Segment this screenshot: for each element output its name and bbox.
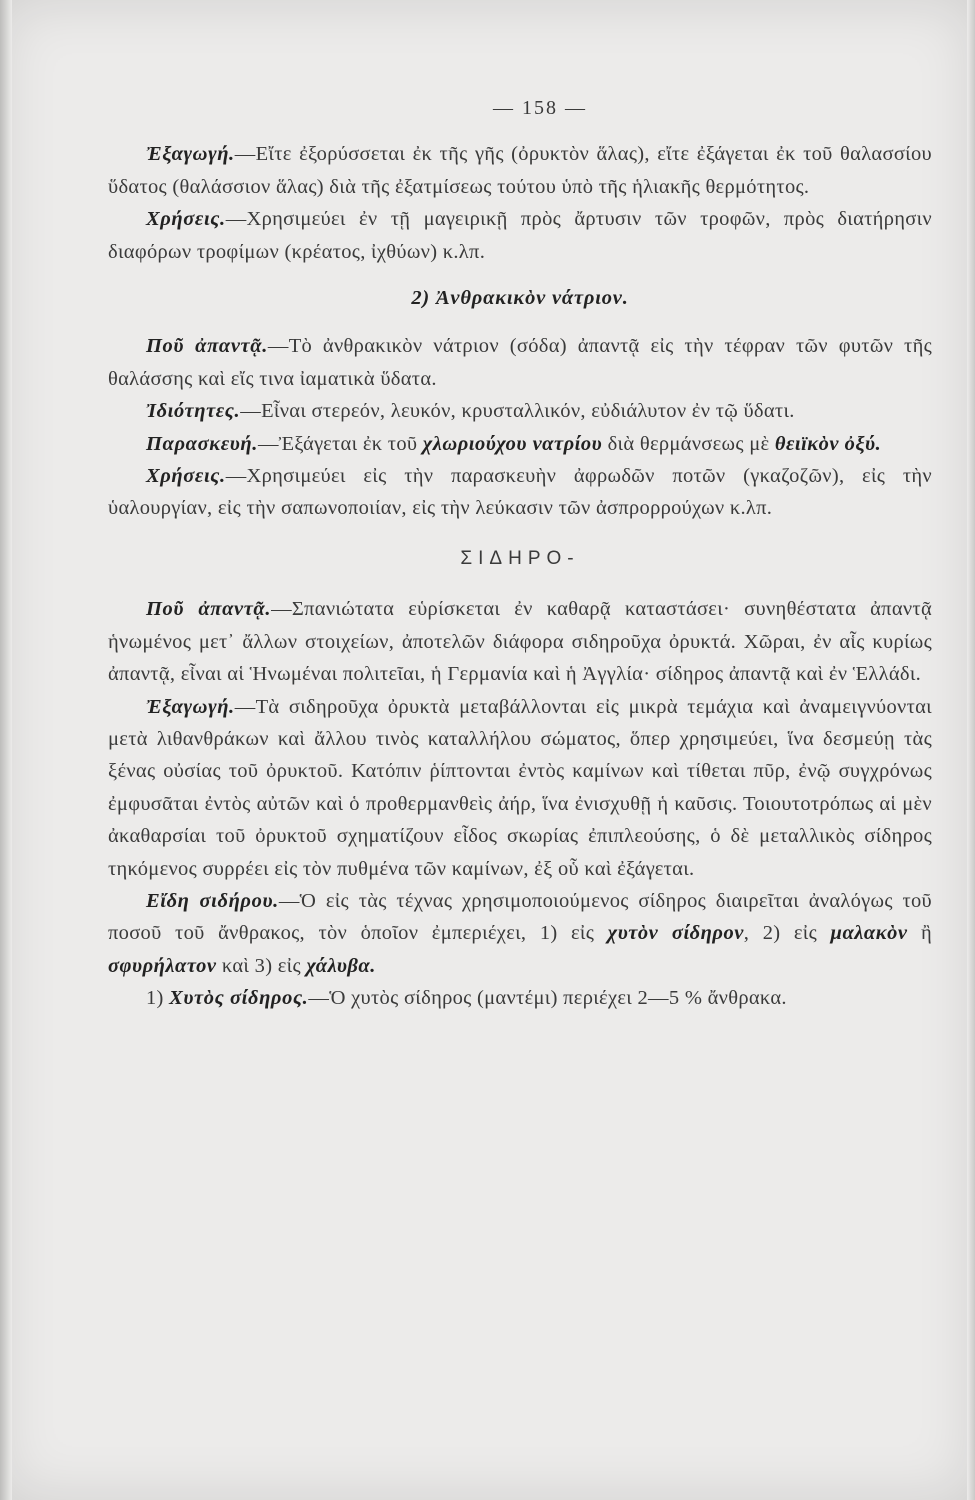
heading-iron-types: Εἴδη σιδήρου. — [146, 889, 279, 912]
heading-occurrence: Ποῦ ἀπαντᾷ. — [146, 335, 268, 358]
paragraph-text: —Ὁ χυτὸς σίδηρος (μαντέμι) περιέχει 2—5 % ἄνθρακα. — [308, 987, 787, 1010]
paragraph-text: —Ὁ εἰς τὰς τέχνας χρησιμοποιούμενος σίδηρος διαιρεῖται ἀναλόγως τοῦ ποσοῦ τοῦ ἄνθρακος, τὸν ὁποῖον ἐμπεριέχει, 1) εἰς — [108, 889, 932, 945]
emphasis-term: θειϊκὸν ὀξύ. — [774, 432, 882, 455]
heading-uses: Χρήσεις. — [146, 208, 226, 231]
paragraph-text: —Σπανιώτατα εὑρίσκεται ἐν καθαρᾷ καταστάσει· συνηθέστατα ἀπαντᾷ ἡνωμένος μετ᾿ ἄλλων στοιχείων, ἀποτελῶν διάφορα σιδηροῦχα ὀρυκτά. Χῶραι, ἐν αἷς κυρίως ἀπαντᾷ, εἶναι αἱ Ἡνωμέναι πολιτεῖαι, ἡ Γερμανία καὶ ἡ Ἀγγλία· σίδηρος ἀπαντᾷ καὶ ἐν Ἑλλάδι. — [108, 598, 933, 686]
page-content — [108, 92, 932, 1015]
paragraph-text: —Τὸ ἀνθρακικὸν νάτριον (σόδα) ἀπαντᾷ εἰς τὴν τέφραν τῶν φυτῶν τῆς θαλάσσης καὶ εἴς τινα ἰαματικὰ ὕδατα. — [108, 335, 933, 390]
emphasis-term: χλωριούχου νατρίου — [422, 432, 603, 455]
heading-occurrence: Ποῦ ἀπαντᾷ. — [146, 598, 272, 621]
paragraph-text: , 2) εἰς — [743, 922, 831, 945]
paragraph-text: —Εἴτε ἐξορύσσεται ἐκ τῆς γῆς (ὀρυκτὸν ἅλας), εἴτε ἐξάγεται ἐκ τοῦ θαλασσίου ὕδατος (θαλάσσιον ἅλας) διὰ τῆς ἐξατμίσεως τούτου ὑπὸ τῆς ἡλιακῆς θερμότητος. — [108, 143, 932, 198]
page-left-edge-shadow — [0, 0, 12, 1500]
heading-cast-iron: Χυτὸς σίδηρος. — [169, 987, 309, 1010]
emphasis-term: σφυρήλατον — [108, 954, 217, 977]
subtitle-sodium-carbonate: 2) Ἀνθρακικὸν νάτριον. — [411, 287, 629, 310]
paragraph-text: —Χρησιμεύει ἐν τῇ μαγειρικῇ πρὸς ἄρτυσιν τῶν τροφῶν, πρὸς διατήρησιν διαφόρων τροφίμων (κρέατος, ἰχθύων) κ.λπ. — [108, 208, 932, 263]
emphasis-term: χυτὸν σίδηρον — [607, 922, 744, 945]
paragraph-cast-iron — [108, 982, 932, 1014]
paragraph-occurrence-iron — [108, 593, 932, 690]
heading-export: Ἐξαγωγή. — [146, 143, 235, 166]
paragraph-export-salt — [108, 138, 932, 203]
paragraph-text: διὰ θερμάνσεως μὲ — [602, 432, 775, 455]
paragraph-export-iron — [108, 691, 932, 885]
section-title-iron: ΣΙΔΗΡΟ- — [460, 547, 580, 569]
paragraph-text: —Εἶναι στερεόν, λευκόν, κρυσταλλικόν, εὐδιάλυτον ἐν τῷ ὕδατι. — [240, 400, 795, 423]
paragraph-text: καὶ 3) εἰς — [216, 954, 307, 977]
page-right-edge-shadow — [967, 0, 975, 1500]
emphasis-term: μαλακὸν — [830, 922, 908, 945]
paragraph-text: —Ἐξάγεται ἐκ τοῦ — [257, 432, 423, 455]
paragraph-occurrence-soda — [108, 330, 932, 395]
page-number: — 158 — — [493, 97, 587, 119]
paragraph-text: —Τὰ σιδηροῦχα ὀρυκτὰ μεταβάλλονται εἰς μικρὰ τεμάχια καὶ ἀναμειγνύονται μετὰ λιθανθράκων καὶ ἄλλου τινὸς καταλλήλου σώματος, ὅπερ χρησιμεύει, ἵνα δεσμεύῃ τὰς ξένας οὐσίας τοῦ ὀρυκτοῦ. Κατόπιν ῥίπτονται ἐντὸς καμίνων καὶ τίθεται πῦρ, ἐνῷ συγχρόνως ἐμφυσᾶται ἐντὸς αὐτῶν καὶ ὁ προθερμανθεὶς ἀήρ, ἵνα ἐνισχυθῇ ἡ καῦσις. Τοιουτοτρόπως αἱ μὲν ἀκαθαρσίαι τοῦ ὀρυκτοῦ σχηματίζουν εἶδος σκωρίας ἐπιπλεούσης, ὁ δὲ μεταλλικὸς σίδηρος τηκόμενος συρρέει εἰς τὸν πυθμένα τῶν καμίνων, ἐξ οὗ καὶ ἐξάγεται. — [108, 695, 932, 880]
paragraph-uses-salt — [108, 203, 932, 268]
paragraph-text: —Χρησιμεύει εἰς τὴν παρασκευὴν ἀφρωδῶν ποτῶν (γκαζοζῶν), εἰς τὴν ὑαλουργίαν, εἰς τὴν σαπωνοποιίαν, εἰς τὴν λεύκασιν τῶν ἀσπρορρούχων κ.λπ. — [108, 465, 932, 520]
paragraph-iron-types — [108, 885, 932, 982]
list-number: 1) — [146, 987, 170, 1010]
heading-preparation: Παρασκευή. — [146, 432, 258, 455]
paragraph-properties-soda — [108, 395, 932, 427]
heading-export: Ἐξαγωγή. — [146, 695, 235, 718]
heading-properties: Ἰδιότητες. — [146, 400, 241, 423]
paragraph-preparation-soda — [108, 428, 932, 460]
emphasis-term: χάλυβα. — [306, 954, 376, 977]
paragraph-text: ἢ — [907, 922, 932, 945]
paragraph-uses-soda — [108, 460, 932, 525]
heading-uses: Χρήσεις. — [146, 465, 226, 488]
